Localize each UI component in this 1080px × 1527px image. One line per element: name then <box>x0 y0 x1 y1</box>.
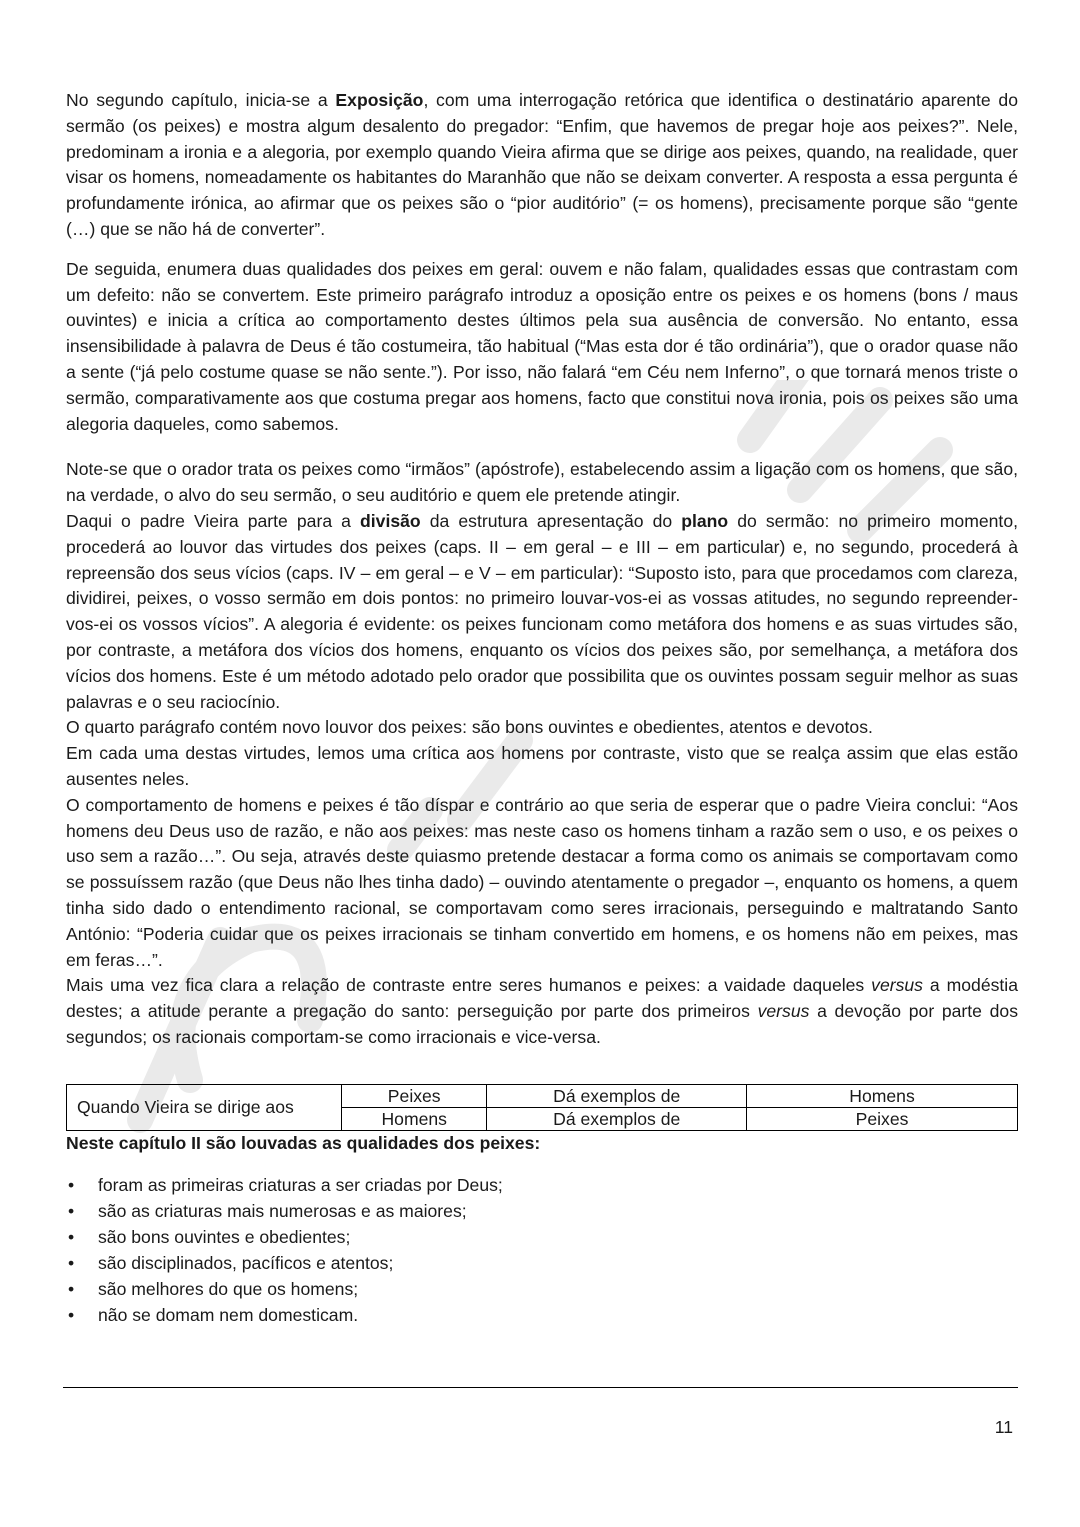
bullet-icon: • <box>68 1252 75 1273</box>
table-cell: Homens <box>342 1107 487 1130</box>
table-cell: Dá exemplos de <box>487 1084 747 1107</box>
paragraph-qualidades: De seguida, enumera duas qualidades dos peixes em geral: ouvem e não falam, qualidades essas que contrastam com um defeito: não se convertem. Este primeiro parágrafo introduz a oposição entre os peixes e os homens (bons / maus ouvintes) e inicia a crítica ao comportamento destes últimos pela sua ausência de conversão. No entanto, essa insensibilidade à palavra de Deus é tão costumeira, tão habitual (“Mas esta dor é tão ordinária”), que o orador quase não a sente (“já pelo costume quase se não sente.”). Por isso, não falará “em Céu nem Inferno”, o que tornará menos triste o sermão, comparativamente aos que costuma pregar aos homens, facto que constitui nova ironia, pois os peixes são uma alegoria daqueles, como sabemos. <box>66 258 1018 434</box>
paragraph-divisao: Daqui o padre Vieira parte para a divisão da estrutura apresentação do plano do sermão: no primeiro momento, procederá ao louvor das virtudes dos peixes (caps. II – em geral – e III – em particular) e, no segundo, procederá à repreensão dos seus vícios (caps. IV – em geral – e V – em particular): “Suposto isto, para que procedamos com clareza, dividirei, peixes, o vosso sermão em dois pontos: no primeiro louvar-vos-ei as vossas atitudes, no segundo repreender-vos-ei os vossos vícios”. A alegoria é evidente: os peixes funcionam como metáfora dos homens e as suas virtudes são, por contraste, a metáfora dos vícios dos homens, enquanto os vícios dos peixes são, por semelhança, a metáfora dos vícios dos homens. Este é um método adotado pelo orador que possibilita que os ouvintes possam seguir melhor as suas palavras e o seu raciocínio. <box>66 510 1018 712</box>
list-item: • são as criaturas mais numerosas e as maiores; <box>66 1198 1018 1224</box>
list-item: • foram as primeiras criaturas a ser criadas por Deus; <box>66 1172 1018 1198</box>
list-item: • são disciplinados, pacíficos e atentos; <box>66 1250 1018 1276</box>
bullet-icon: • <box>68 1174 75 1195</box>
table-cell: Peixes <box>342 1084 487 1107</box>
qualities-heading: Neste capítulo II são louvadas as qualidades dos peixes: <box>66 1132 541 1153</box>
bullet-icon: • <box>68 1278 75 1299</box>
paragraph-comportamento: O comportamento de homens e peixes é tão díspar e contrário ao que seria de esperar que o padre Vieira conclui: “Aos homens deu Deus uso de razão, e não aos peixes: mas neste caso os homens tinham a razão sem o uso, e os peixes o uso sem a razão…”. Ou seja, através deste quiasmo pretende destacar a forma como os animais se comportavam como se possuíssem razão (que Deus não lhes tinha dado) – ouvindo atentamente o pregador –, enquanto os homens, a quem tinha sido dado o entendimento racional, se comportavam como seres irracionais, perseguindo e maltratando Santo António: “Poderia cuidar que os peixes irracionais se tinham convertido em homens, e os homens não em peixes, mas em feras…”. <box>66 794 1018 970</box>
table-row <box>67 1084 1018 1107</box>
page-number: 11 <box>994 1417 1013 1437</box>
paragraph-virtudes: Em cada uma destas virtudes, lemos uma crítica aos homens por contraste, visto que se realça assim que elas estão ausentes neles. <box>66 743 1018 789</box>
table-cell: Peixes <box>747 1107 1018 1130</box>
paragraph-quarto: O quarto parágrafo contém novo louvor dos peixes: são bons ouvintes e obedientes, atentos e devotos. <box>66 717 873 738</box>
paragraph-irmaos: Note-se que o orador trata os peixes como “irmãos” (apóstrofe), estabelecendo assim a ligação com os homens, que são, na verdade, o alvo do seu sermão, o seu auditório e quem ele pretende atingir. <box>66 459 1018 506</box>
paragraph-exposicao: No segundo capítulo, inicia-se a Exposição, com uma interrogação retórica que identifica o destinatário aparente do sermão (os peixes) e mostra algum desalento do pregador: “Enfim, que havemos de pregar hoje aos peixes?”. Nele, predominam a ironia e a alegoria, por exemplo quando Vieira afirma que se dirige aos peixes, quando, na realidade, quer visar os homens, nomeadamente os habitantes do Maranhão que não se deixam converter. A resposta a essa pergunta é profundamente irónica, ao afirmar que os peixes são o “pior auditório” (= os homens), precisamente porque são “gente (…) que se não há de converter”. <box>66 90 1019 239</box>
list-item: • não se domam nem domesticam. <box>66 1302 1018 1328</box>
table-cell: Dá exemplos de <box>487 1107 747 1130</box>
table-lead-cell: Quando Vieira se dirige aos <box>67 1084 342 1130</box>
bullet-icon: • <box>68 1226 75 1247</box>
bullet-icon: • <box>68 1304 75 1325</box>
document-body <box>66 88 1018 1328</box>
qualities-list <box>66 1172 1018 1328</box>
list-item: • são bons ouvintes e obedientes; <box>66 1224 1018 1250</box>
summary-table <box>66 1084 1018 1131</box>
table-cell: Homens <box>747 1084 1018 1107</box>
footer-rule <box>63 1387 1018 1388</box>
paragraph-contraste: Mais uma vez fica clara a relação de contraste entre seres humanos e peixes: a vaidade daqueles versus a modéstia destes; a atitude perante a pregação do santo: perseguição por parte dos primeiros versus a devoção por parte dos segundos; os racionais comportam-se como irracionais e vice-versa. <box>66 975 1018 1047</box>
list-item: • são melhores do que os homens; <box>66 1276 1018 1302</box>
bullet-icon: • <box>68 1200 75 1221</box>
